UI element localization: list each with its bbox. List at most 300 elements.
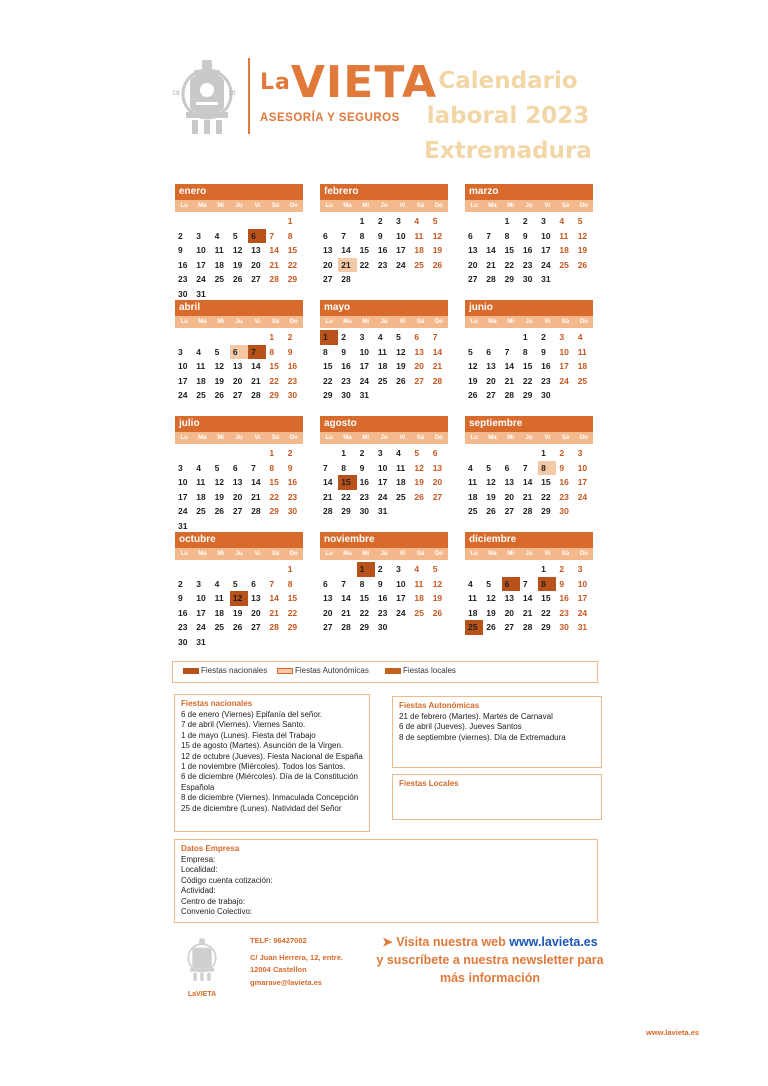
month-name: abril (175, 300, 303, 316)
empty-cell (520, 562, 538, 577)
day-cell: 22 (323, 375, 333, 386)
day-cell: 15 (541, 477, 551, 487)
day-cell: 29 (341, 506, 351, 516)
day-cell: 25 (377, 375, 388, 386)
day-cell: 11 (377, 346, 387, 357)
day-cell: 28 (522, 622, 533, 632)
days-grid (175, 330, 303, 403)
month-name: mayo (320, 300, 448, 316)
day-cell: 26 (432, 607, 443, 618)
day-cell: 17 (396, 593, 406, 603)
day-cell: 20 (468, 259, 478, 270)
month-name: junio (465, 300, 593, 316)
day-cell: 19 (214, 491, 225, 502)
month-name: diciembre (465, 532, 593, 548)
day-cell: 10 (196, 245, 206, 255)
weekday-label: Ma (198, 435, 207, 441)
day-cell: 27 (251, 622, 261, 632)
legend-local-label: Fiestas locales (403, 666, 456, 675)
weekday-label: Do (579, 435, 588, 441)
day-cell: 12 (414, 462, 424, 473)
day-cell: 22 (522, 375, 533, 386)
day-cell: 14 (341, 593, 351, 603)
weekday-label: Lu (470, 551, 478, 557)
day-cell: 14 (269, 245, 279, 255)
day-cell: 20 (251, 607, 261, 618)
day-cell: 23 (287, 375, 298, 386)
day-cell: 12 (486, 477, 496, 487)
day-cell: 17 (196, 259, 206, 270)
day-cell: 16 (541, 361, 551, 371)
legend-autonomic-label: Fiestas Autonómicas (295, 666, 369, 675)
day-cell: 30 (559, 622, 569, 632)
day-cell: 29 (359, 622, 370, 632)
site-url[interactable]: www.lavieta.es (646, 1028, 700, 1037)
day-cell: 13 (504, 477, 515, 487)
day-cell: 23 (377, 607, 388, 618)
day-cell: 9 (377, 230, 383, 241)
day-cell: 26 (577, 259, 588, 270)
day-cell: 22 (287, 259, 298, 270)
cta-web-link[interactable]: www.lavieta.es (509, 935, 598, 949)
day-cell: 5 (486, 462, 492, 473)
empty-cell (320, 214, 338, 229)
empty-cell (248, 562, 266, 577)
fiestas-nacionales-line: 12 de octubre (Jueves). Fiesta Nacional de España (181, 751, 363, 761)
weekday-label: Ma (488, 203, 497, 209)
fiestas-autonomicas-line: 21 de febrero (Martes). Martes de Carnaval (399, 712, 553, 721)
day-cell: 6 (323, 230, 328, 241)
day-cell: 7 (323, 462, 328, 473)
weekday-label: Mi (507, 203, 515, 209)
day-cell: 23 (178, 274, 188, 284)
day-cell: 8 (287, 578, 293, 589)
fiestas-nacionales-line: 8 de diciembre (Viernes). Inmaculada Concepción (181, 793, 359, 803)
day-cell: 4 (559, 216, 565, 226)
day-cell: 24 (178, 506, 188, 516)
day-cell: 20 (251, 259, 261, 270)
day-cell: 4 (396, 448, 401, 458)
day-cell: 16 (377, 593, 388, 603)
day-cell: 6 (468, 230, 473, 241)
day-cell: 13 (432, 462, 443, 473)
day-cell: 2 (341, 332, 347, 342)
day-cell: 8 (359, 578, 365, 589)
day-cell: 1 (541, 564, 546, 574)
brand-name-big: VIETA (290, 57, 438, 108)
day-cell: 23 (341, 375, 351, 386)
day-cell: 22 (541, 491, 551, 502)
day-cell: 28 (323, 506, 333, 516)
weekday-label: Vi (399, 551, 406, 557)
day-cell: 8 (341, 462, 347, 473)
cta-prefix: ➤ Visita nuestra web (382, 935, 510, 949)
day-cell: 15 (269, 361, 279, 371)
weekday-label: Ju (235, 435, 243, 441)
day-cell: 25 (214, 274, 225, 284)
day-cell: 26 (486, 622, 496, 632)
empty-cell (338, 562, 356, 577)
fiestas-nacionales-title: Fiestas nacionales (181, 699, 253, 708)
weekday-label: Sá (561, 435, 570, 441)
day-cell: 17 (577, 477, 588, 487)
day-cell: 21 (269, 259, 279, 270)
weekday-header (320, 316, 448, 328)
day-cell: 22 (341, 491, 351, 502)
empty-cell (266, 562, 284, 577)
weekday-label: Lu (180, 551, 188, 557)
weekday-label: Sá (271, 435, 280, 441)
day-cell: 13 (486, 361, 496, 371)
empty-cell (175, 446, 193, 461)
day-cell: 16 (559, 477, 569, 487)
days-grid (320, 446, 448, 519)
day-cell: 14 (323, 477, 333, 487)
weekday-label: Lu (180, 319, 188, 325)
legend-autonomic-swatch (277, 668, 293, 674)
day-cell: 28 (432, 375, 443, 386)
day-cell: 30 (178, 636, 188, 647)
month-name: octubre (175, 532, 303, 548)
weekday-label: Do (434, 319, 443, 325)
day-cell: 8 (359, 230, 365, 241)
day-cell: 4 (377, 332, 383, 342)
cta (374, 933, 606, 987)
fiestas-nacionales-line: Española (181, 782, 215, 792)
weekday-label: Mi (362, 203, 370, 209)
day-cell: 4 (577, 332, 583, 342)
day-cell: 19 (486, 491, 496, 502)
legend-national-swatch (183, 668, 199, 674)
weekday-label: Ma (343, 203, 352, 209)
day-cell: 16 (522, 245, 533, 255)
empty-cell (230, 214, 248, 229)
day-cell: 26 (396, 375, 406, 386)
day-cell-national-holiday: 12 (230, 591, 248, 606)
day-cell: 13 (232, 361, 243, 371)
day-cell: 2 (287, 332, 293, 342)
day-cell: 26 (486, 506, 496, 516)
day-cell-autonomic-holiday: 21 (338, 258, 356, 273)
day-cell: 14 (522, 593, 533, 603)
day-cell: 13 (323, 245, 333, 255)
day-cell: 9 (559, 462, 565, 473)
day-cell: 24 (577, 607, 588, 618)
day-cell: 5 (214, 346, 220, 357)
month-name: febrero (320, 184, 448, 200)
day-cell: 9 (178, 245, 183, 255)
day-cell: 10 (359, 346, 370, 357)
weekday-label: Ma (343, 435, 352, 441)
day-cell-national-holiday: 1 (357, 562, 375, 577)
weekday-label: Ju (380, 435, 388, 441)
weekday-header (320, 432, 448, 444)
month-mayo (320, 300, 448, 403)
day-cell: 11 (214, 593, 224, 603)
brand-tagline: ASESORÍA Y SEGUROS (260, 112, 400, 124)
datos-empresa-field: Centro de trabajo: (181, 896, 246, 906)
day-cell: 23 (377, 259, 388, 270)
day-cell: 13 (251, 593, 261, 603)
weekday-label: Ju (525, 203, 533, 209)
day-cell: 31 (196, 636, 206, 647)
empty-cell (502, 330, 520, 345)
weekday-header (320, 548, 448, 560)
weekday-label: Ju (525, 435, 533, 441)
day-cell: 28 (522, 506, 533, 516)
day-cell: 17 (359, 361, 370, 371)
day-cell: 10 (178, 477, 188, 487)
fiestas-nacionales-box (174, 694, 370, 832)
month-febrero (320, 184, 448, 287)
empty-cell (483, 214, 501, 229)
month-name: enero (175, 184, 303, 200)
day-cell: 6 (232, 462, 238, 473)
empty-cell (175, 330, 193, 345)
day-cell: 27 (414, 375, 424, 386)
day-cell: 18 (196, 491, 206, 502)
weekday-label: Lu (325, 435, 333, 441)
month-junio (465, 300, 593, 403)
weekday-label: Vi (254, 435, 261, 441)
days-grid (175, 562, 303, 649)
footer-locomotive-icon (182, 934, 222, 984)
day-cell: 19 (577, 245, 588, 255)
day-cell: 6 (323, 578, 328, 589)
day-cell: 8 (522, 346, 528, 357)
day-cell: 13 (323, 593, 333, 603)
empty-cell (520, 446, 538, 461)
day-cell: 30 (522, 274, 533, 284)
day-cell: 4 (196, 346, 202, 357)
contact-email[interactable]: gmarave@lavieta.es (250, 977, 322, 987)
day-cell: 10 (577, 462, 588, 473)
day-cell: 3 (559, 332, 565, 342)
weekday-label: Lu (325, 551, 333, 557)
day-cell: 24 (196, 274, 206, 284)
day-cell: 18 (468, 607, 478, 618)
empty-cell (175, 214, 193, 229)
day-cell: 21 (504, 375, 515, 386)
day-cell: 27 (504, 622, 515, 632)
month-julio (175, 416, 303, 533)
day-cell: 1 (359, 216, 365, 226)
day-cell: 21 (432, 361, 443, 371)
day-cell: 17 (178, 491, 188, 502)
day-cell-national-holiday: 25 (465, 620, 483, 635)
day-cell: 22 (269, 375, 279, 386)
day-cell: 13 (232, 477, 243, 487)
day-cell: 17 (541, 245, 551, 255)
weekday-label: Ju (525, 319, 533, 325)
day-cell: 4 (214, 578, 220, 589)
day-cell: 9 (178, 593, 183, 603)
weekday-label: Mi (507, 435, 515, 441)
day-cell: 4 (468, 578, 473, 589)
day-cell: 29 (269, 506, 279, 516)
day-cell: 20 (486, 375, 496, 386)
day-cell: 2 (559, 564, 565, 574)
day-cell: 2 (178, 578, 183, 589)
day-cell: 27 (232, 390, 243, 400)
weekday-label: Ma (488, 551, 497, 557)
day-cell: 31 (178, 520, 188, 531)
day-cell: 18 (414, 245, 424, 255)
day-cell: 8 (269, 346, 275, 357)
day-cell: 5 (577, 216, 583, 226)
contact-address-2: 12004 Castellon (250, 965, 307, 974)
day-cell: 12 (214, 477, 225, 487)
day-cell: 24 (178, 390, 188, 400)
day-cell: 24 (196, 622, 206, 632)
fiestas-nacionales-line: 6 de diciembre (Miércoles). Día de la Constitución (181, 772, 358, 782)
weekday-label: Do (579, 319, 588, 325)
empty-cell (483, 446, 501, 461)
cta-line-2: y suscríbete a nuestra newsletter para (376, 953, 604, 967)
day-cell: 27 (232, 506, 243, 516)
day-cell: 25 (414, 259, 424, 270)
day-cell: 22 (541, 607, 551, 618)
page-title (420, 64, 596, 169)
day-cell: 11 (468, 477, 477, 487)
weekday-label: Ma (488, 435, 497, 441)
day-cell: 7 (486, 230, 492, 241)
day-cell: 9 (287, 346, 293, 357)
legend-local-swatch (385, 668, 401, 674)
day-cell: 3 (178, 462, 183, 473)
weekday-label: Vi (399, 435, 406, 441)
day-cell: 23 (559, 607, 569, 618)
day-cell: 23 (541, 375, 551, 386)
day-cell: 18 (196, 375, 206, 386)
day-cell: 4 (214, 230, 220, 241)
day-cell: 24 (377, 491, 388, 502)
day-cell: 7 (341, 578, 347, 589)
weekday-label: Vi (254, 203, 261, 209)
day-cell-national-holiday: 6 (502, 577, 520, 592)
day-cell: 9 (359, 462, 365, 473)
contact-address-1: C/ Juan Herrera, 12, entre. (250, 952, 343, 962)
weekday-label: Do (579, 551, 588, 557)
month-name: marzo (465, 184, 593, 200)
day-cell: 18 (559, 245, 569, 255)
empty-cell (212, 330, 230, 345)
day-cell: 3 (359, 332, 365, 342)
day-cell: 29 (541, 506, 551, 516)
day-cell: 26 (414, 491, 424, 502)
day-cell: 3 (577, 564, 583, 574)
day-cell: 17 (559, 361, 569, 371)
day-cell: 10 (559, 346, 569, 357)
day-cell: 28 (341, 622, 351, 632)
day-cell: 5 (432, 216, 438, 226)
weekday-label: Vi (544, 203, 551, 209)
month-name: septiembre (465, 416, 593, 432)
weekday-label: Do (434, 203, 443, 209)
weekday-label: Ma (343, 551, 352, 557)
title-line-2: laboral 2023 (426, 103, 590, 129)
day-cell: 30 (287, 506, 298, 516)
day-cell: 7 (269, 230, 275, 241)
day-cell: 12 (468, 361, 478, 371)
empty-cell (465, 446, 483, 461)
weekday-label: Mi (217, 319, 225, 325)
day-cell: 3 (196, 578, 202, 589)
day-cell: 18 (468, 491, 478, 502)
day-cell: 13 (251, 245, 261, 255)
day-cell: 29 (287, 622, 298, 632)
day-cell: 3 (396, 564, 401, 574)
day-cell: 11 (559, 230, 569, 241)
day-cell: 20 (432, 477, 443, 487)
day-cell: 31 (577, 622, 588, 632)
day-cell: 17 (377, 477, 388, 487)
datos-empresa-field: Localidad: (181, 865, 218, 875)
day-cell: 23 (287, 491, 298, 502)
weekday-label: Vi (254, 551, 261, 557)
fiestas-locales-box (392, 774, 602, 820)
weekday-label: Lu (470, 203, 478, 209)
empty-cell (230, 562, 248, 577)
empty-cell (465, 214, 483, 229)
day-cell: 20 (504, 607, 515, 618)
day-cell: 27 (323, 622, 333, 632)
datos-empresa-field: Empresa: (181, 855, 216, 864)
day-cell: 7 (504, 346, 510, 357)
day-cell: 11 (414, 230, 424, 241)
day-cell: 15 (359, 593, 370, 603)
day-cell: 12 (432, 230, 443, 241)
day-cell: 26 (432, 259, 443, 270)
day-cell: 13 (468, 245, 478, 255)
day-cell: 19 (396, 361, 406, 371)
empty-cell (212, 562, 230, 577)
day-cell: 20 (414, 361, 424, 371)
day-cell: 4 (414, 216, 420, 226)
day-cell: 1 (541, 448, 546, 458)
empty-cell (212, 446, 230, 461)
day-cell: 21 (251, 375, 261, 386)
weekday-label: Ju (525, 551, 533, 557)
empty-cell (193, 330, 211, 345)
days-grid (175, 446, 303, 533)
day-cell: 14 (251, 477, 261, 487)
weekday-header (465, 548, 593, 560)
weekday-label: Mi (507, 319, 515, 325)
weekday-label: Sá (416, 551, 425, 557)
weekday-label: Ma (343, 319, 352, 325)
weekday-label: Ma (198, 203, 207, 209)
day-cell: 13 (414, 346, 424, 357)
day-cell: 22 (504, 259, 515, 270)
day-cell: 31 (196, 288, 206, 299)
days-grid (465, 562, 593, 635)
empty-cell (230, 330, 248, 345)
empty-cell (483, 330, 501, 345)
day-cell: 22 (287, 607, 298, 618)
legend-local (385, 666, 456, 675)
weekday-label: Sá (271, 319, 280, 325)
day-cell: 25 (414, 607, 424, 618)
day-cell: 14 (522, 477, 533, 487)
day-cell: 22 (359, 259, 370, 270)
empty-cell (193, 446, 211, 461)
datos-empresa-field: Código cuenta cotización: (181, 875, 273, 885)
day-cell: 10 (178, 361, 188, 371)
datos-empresa-box (174, 839, 598, 923)
day-cell: 30 (178, 288, 188, 299)
day-cell: 14 (341, 245, 351, 255)
